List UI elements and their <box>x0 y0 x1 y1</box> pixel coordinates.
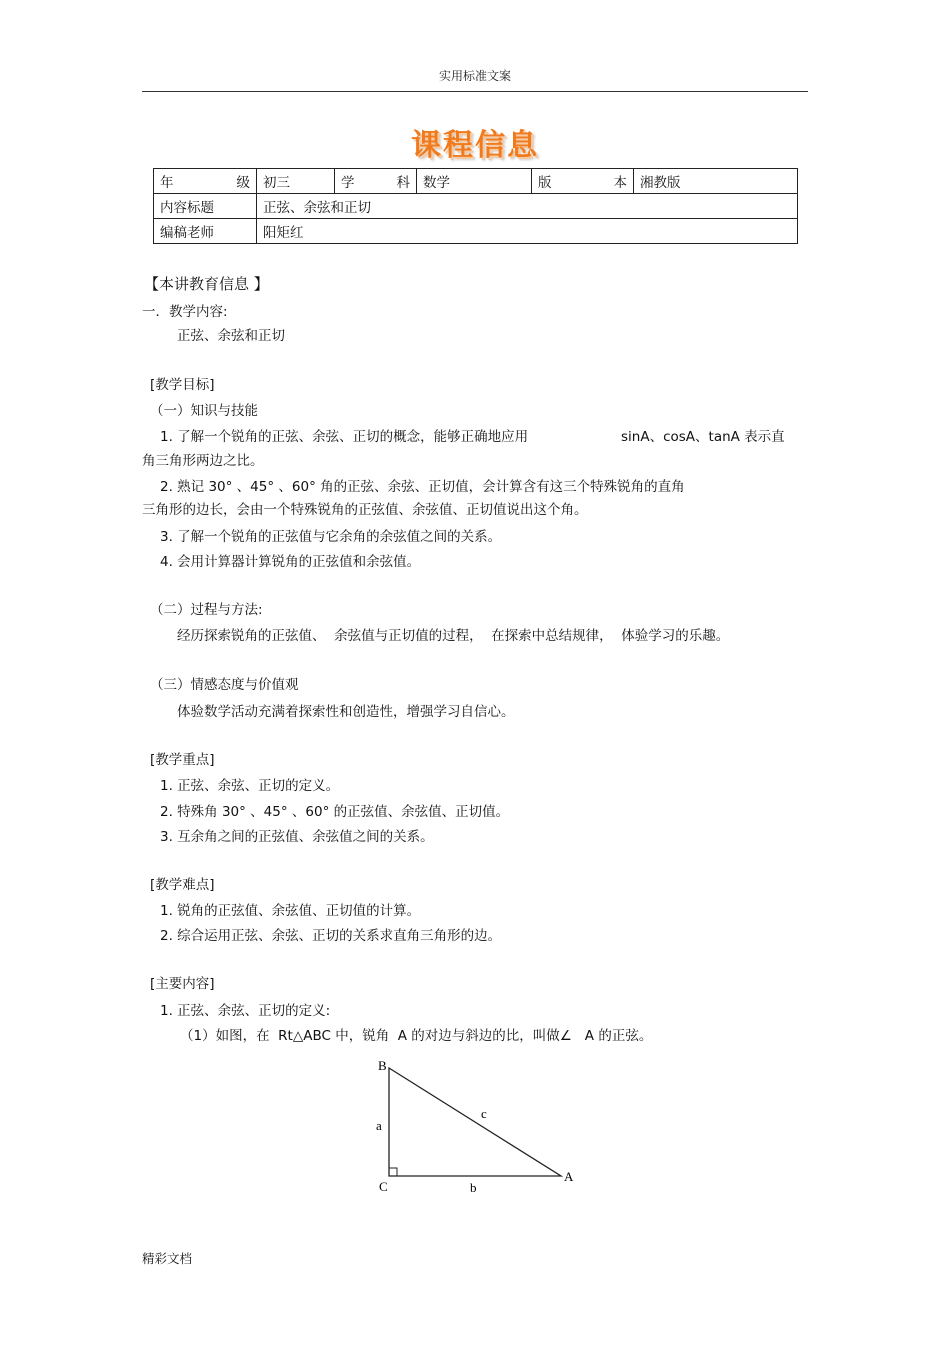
triangle-shape <box>389 1068 561 1176</box>
process-text: 经历探索锐角的正弦值、 余弦值与正切值的过程， 在探索中总结规律， 体验学习的乐趣。 <box>177 628 730 644</box>
emotion-text: 体验数学活动充满着探索性和创造性，增强学习自信心。 <box>177 704 515 720</box>
main-content-heading: [主要内容] <box>150 976 215 992</box>
process-heading: （二）过程与方法: <box>150 602 263 618</box>
goal-2-line-1: 2. 熟记 30° 、45° 、60° 角的正弦、余弦、正切值，会计算含有这三个特殊锐角的直角 <box>160 479 685 495</box>
difficulty-1: 1. 锐角的正弦值、余弦值、正切值的计算。 <box>160 903 421 919</box>
table-row <box>154 169 798 194</box>
goal-4: 4. 会用计算器计算锐角的正弦值和余弦值。 <box>160 554 421 570</box>
goal-3: 3. 了解一个锐角的正弦值与它余角的余弦值之间的关系。 <box>160 529 502 545</box>
course-info-table <box>153 168 798 244</box>
page-header: 实用标准文案 <box>438 69 511 83</box>
edition-label: 版 本 <box>532 169 634 194</box>
key-point-2: 2. 特殊角 30° 、45° 、60° 的正弦值、余弦值、正切值。 <box>160 804 510 820</box>
goal-1-line-1-end: sinA、cosA、tanA 表示直 <box>621 429 785 445</box>
goals-heading: [教学目标] <box>150 377 215 393</box>
side-b-label: b <box>470 1180 477 1195</box>
difficulty-2: 2. 综合运用正弦、余弦、正切的关系求直角三角形的边。 <box>160 928 502 944</box>
topic-value: 正弦、余弦和正切 <box>257 194 798 219</box>
side-c-label: c <box>481 1106 487 1121</box>
topic-label: 内容标题 <box>154 194 257 219</box>
vertex-b-label: B <box>378 1058 387 1073</box>
right-triangle-figure <box>360 1052 590 1202</box>
content-heading: 一．教学内容: <box>142 304 228 320</box>
grade-label: 年 级 <box>154 169 257 194</box>
section-title: 【本讲教育信息 】 <box>144 275 269 293</box>
difficulty-heading: [教学难点] <box>150 877 215 893</box>
knowledge-heading: （一）知识与技能 <box>150 403 258 419</box>
editor-value: 阳矩红 <box>257 219 798 244</box>
page-title: 课程信息 <box>411 128 539 163</box>
edition-value: 湘教版 <box>634 169 798 194</box>
main-content-1-sub: （1）如图，在 Rt△ABC 中，锐角 A 的对边与斜边的比，叫做∠ A 的正弦。 <box>180 1028 653 1044</box>
vertex-c-label: C <box>379 1179 388 1194</box>
goal-1-line-1: 1. 了解一个锐角的正弦、余弦、正切的概念，能够正确地应用 <box>160 429 529 445</box>
key-point-1: 1. 正弦、余弦、正切的定义。 <box>160 778 340 794</box>
right-angle-marker <box>389 1168 397 1176</box>
header-divider <box>142 91 808 92</box>
subject-value: 数学 <box>417 169 532 194</box>
side-a-label: a <box>376 1118 382 1133</box>
key-point-3: 3. 互余角之间的正弦值、余弦值之间的关系。 <box>160 829 434 845</box>
table-row <box>154 194 798 219</box>
table-row <box>154 219 798 244</box>
vertex-a-label: A <box>564 1169 574 1184</box>
content-text: 正弦、余弦和正切 <box>177 328 285 344</box>
subject-label: 学 科 <box>335 169 417 194</box>
editor-label: 编稿老师 <box>154 219 257 244</box>
goal-1-line-2: 角三角形两边之比。 <box>142 453 264 469</box>
main-content-1: 1. 正弦、余弦、正切的定义: <box>160 1003 331 1019</box>
emotion-heading: （三）情感态度与价值观 <box>150 677 299 693</box>
key-points-heading: [教学重点] <box>150 752 215 768</box>
grade-value: 初三 <box>257 169 335 194</box>
page-footer: 精彩文档 <box>142 1251 193 1266</box>
goal-2-line-2: 三角形的边长，会由一个特殊锐角的正弦值、余弦值、正切值说出这个角。 <box>142 502 588 518</box>
